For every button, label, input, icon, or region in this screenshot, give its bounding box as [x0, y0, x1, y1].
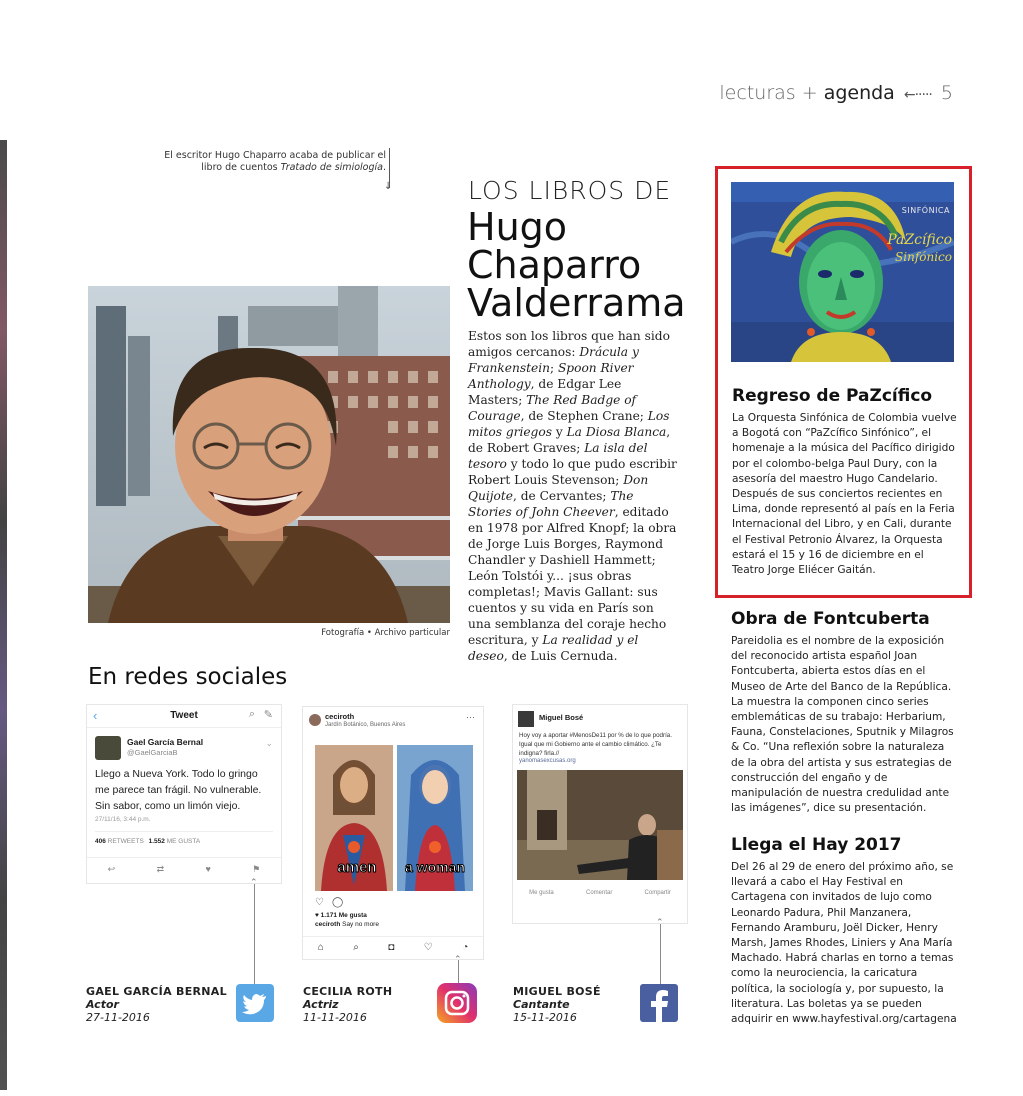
connector-arrow-icon: ⌃ [656, 918, 664, 928]
heart-icon[interactable]: ♡ [315, 897, 324, 908]
facebook-post-link[interactable]: yanomasexcusas.org [519, 758, 576, 764]
fontcuberta-body: Pareidolia es el nombre de la exposición del reconocido artista español Joan Fontcuberta, abierta estos días en el Museo de Arte del Banco de la República. La muestra la componen cinco series emblemáticas de su trabajo: Herbarium, Fauna, Constelaciones, Sputnik y Milagros & Co. “Una reflexión sobre la naturaleza de la obra del artista y sus estrategias de construcción del engaño y de manipulación de nuestra credulidad ante las imágenes”, dice su presentación. [731, 635, 954, 815]
tweet-stats [95, 831, 273, 845]
twitter-post-card [86, 704, 282, 884]
twitter-icon[interactable] [236, 984, 274, 1022]
facebook-icon[interactable] [640, 984, 678, 1022]
back-chevron-icon[interactable]: ‹ [93, 708, 98, 723]
post-date: 15-11-2016 [513, 1011, 577, 1024]
body-text-run: , de Stephen Crane; [520, 409, 648, 423]
page-number: 5 [940, 82, 953, 104]
heart-icon[interactable]: ♥ [205, 864, 211, 874]
person-name: CECILIA ROTH [303, 985, 393, 998]
instagram-post-card [302, 706, 484, 960]
share-button[interactable]: Compartir [644, 890, 671, 896]
folio-section-agenda[interactable]: agenda [823, 82, 895, 104]
pazcifico-poster [731, 182, 954, 362]
instagram-post-image [303, 735, 483, 891]
instagram-comment [303, 919, 483, 928]
facebook-post-card [512, 704, 688, 924]
search-icon[interactable]: ⌕ [353, 942, 359, 953]
article-body [468, 328, 678, 664]
caption-pointer-arrow-icon: ↓ [384, 181, 393, 192]
article-headline [467, 205, 717, 325]
book-title: La isla del tesoro [468, 441, 648, 471]
person-role: Actor [86, 998, 119, 1011]
book-title: La Diosa Blanca [566, 425, 667, 439]
person-role: Actriz [303, 998, 339, 1011]
photo-caption [150, 150, 386, 174]
image-caption-woman: a woman [405, 859, 465, 875]
body-text-run: , editado en 1978 por Alfred Knopf; la obra de Jorge Luis Borges, Raymond Chandler y Dashiell Hammett; León Tolstói y... ¡sus obras completas!; Mavis Gallant: sus cuentos y su vida en París son una semblanza del coraje hecho escritura, y [468, 505, 677, 647]
instagram-likes: ♥ 1.171 Me gusta [315, 912, 367, 919]
facebook-actions [513, 890, 687, 896]
book-title: Los mitos griegos [468, 409, 670, 439]
facebook-post-text: Hoy voy a aportar #MenosDe11 por % de lo que podría. Igual que mi Gobierno ante el cambio climático. ¿Te indigna? firla.// [519, 732, 672, 757]
comment-text: Say no more [342, 921, 379, 928]
more-options-icon[interactable]: ··· [466, 712, 475, 722]
connector-line [660, 924, 661, 984]
home-icon[interactable]: ⌂ [317, 942, 324, 953]
author-photo [88, 286, 450, 623]
tweet-author [87, 728, 281, 766]
connector-arrow-icon: ⌃ [250, 878, 258, 888]
tweet-text: Llego a Nueva York. Todo lo gringo me parece tan frágil. No vulnerable. Sin sabor, como un limón viejo. [95, 768, 262, 812]
scan-edge [0, 140, 7, 1090]
headline-line: Hugo [467, 205, 568, 249]
body-text-run: , de Robert Graves; [468, 425, 671, 455]
body-text-run: , de Luis Cernuda. [503, 649, 618, 663]
book-title: Spoon River Anthology [468, 361, 634, 391]
profile-icon[interactable]: ◔ [462, 942, 469, 953]
retweet-icon[interactable]: ⇄ [156, 864, 165, 874]
chevron-down-icon[interactable]: ⌄ [265, 738, 273, 748]
tweet-time: 27/11/16, 3:44 p.m. [95, 816, 151, 823]
man-sitting-illustration [517, 770, 683, 880]
compose-icon[interactable]: ✎ [263, 709, 273, 721]
book-title: The Stories of John Cheever [468, 489, 634, 519]
instagram-actions [303, 891, 483, 908]
body-text-run: y [551, 425, 567, 439]
body-text-run: ; [549, 361, 558, 375]
connector-line [254, 884, 255, 984]
social-section-heading: En redes sociales [88, 664, 288, 690]
tweet-author-handle[interactable]: @GaelGarciaB [127, 748, 178, 757]
fontcuberta-title: Obra de Fontcuberta [731, 609, 930, 629]
instagram-icon[interactable] [437, 983, 477, 1023]
folio-section-lecturas[interactable]: lecturas [719, 82, 796, 104]
book-title: The Red Badge of Courage [468, 393, 637, 423]
book-title: Don Quijote [468, 473, 649, 503]
tweet-header [87, 705, 281, 728]
page-folio [719, 82, 953, 104]
headline-line: Valderrama [467, 281, 686, 325]
avatar[interactable] [309, 714, 321, 726]
facebook-author-name[interactable]: Miguel Bosé [539, 713, 584, 722]
poster-text-pazcifico: PaZcífico [887, 232, 952, 248]
connector-arrow-icon: ⌃ [454, 955, 462, 965]
tweet-author-name[interactable]: Gael García Bernal [127, 737, 204, 747]
pazcifico-title: Regreso de PaZcífico [732, 386, 933, 406]
post-date: 27-11-2016 [86, 1011, 150, 1024]
caption-cecilia [303, 985, 392, 1024]
photo-credit: Fotografía • Archivo particular [321, 628, 450, 638]
article-kicker: LOS LIBROS DE [468, 176, 672, 205]
folio-plus: + [801, 82, 818, 104]
retweet-count: 406 [95, 838, 106, 845]
search-icon[interactable]: ⌕ [248, 708, 255, 720]
instagram-location[interactable]: Jardín Botánico, Buenos Aires [325, 722, 406, 728]
instagram-post-header [303, 707, 483, 735]
book-title: La realidad y el deseo [468, 633, 639, 663]
image-caption-amen: amen [337, 859, 377, 876]
caption-text: El escritor Hugo Chaparro acaba de publicar el libro de cuentos [164, 150, 386, 173]
person-name: MIGUEL BOSÉ [513, 985, 601, 998]
instagram-tab-bar [303, 936, 483, 953]
comment-icon[interactable]: ◯ [331, 897, 344, 908]
body-text-run: , de Edgar Lee Masters; [468, 377, 622, 407]
flag-icon[interactable]: ⚑ [252, 864, 261, 874]
headline-line: Chaparro [467, 243, 642, 287]
post-date: 11-11-2016 [303, 1011, 367, 1024]
like-count: 1.552 [148, 838, 165, 845]
person-role: Cantante [513, 998, 570, 1011]
poster-text-sinfonica: SINFÓNICA [901, 206, 950, 215]
poster-text-sinfonico: Sinfónico [895, 250, 952, 264]
folio-arrow: ←····· [903, 87, 932, 103]
camera-icon[interactable]: ◘ [388, 942, 395, 953]
like-label: ME GUSTA [166, 838, 201, 845]
hay-title: Llega el Hay 2017 [731, 835, 902, 855]
avatar[interactable] [518, 711, 534, 727]
facebook-post-header [513, 705, 687, 731]
body-text-run: Estos son los libros que han sido amigos cercanos: [468, 329, 670, 359]
pazcifico-body: La Orquesta Sinfónica de Colombia vuelve a Bogotá con “PaZcífico Sinfónico”, el homenaje a la música del Pacífico dirigido por el colombo-belga Paul Dury, con la asesoría del maestro Hugo Candelario. Después de sus conciertos recientes en Lima, donde representó al país en la Feria Internacional del Libro, y en Cali, durante el Festival Petronio Álvarez, la Orquesta estará el 15 y 16 de diciembre en el Teatro Jorge Eliécer Gaitán. [732, 412, 957, 577]
body-text-run: y todo lo que pudo escribir Robert Louis Stevenson; [468, 457, 677, 487]
heart-icon[interactable]: ♡ [423, 942, 433, 953]
tweet-header-title: Tweet [170, 710, 198, 721]
facebook-post-image [517, 770, 683, 880]
comment-button[interactable]: Comentar [585, 890, 613, 896]
tweet-actions [87, 857, 281, 875]
reply-icon[interactable]: ↩ [107, 864, 116, 874]
hay-body: Del 26 al 29 de enero del próximo año, se llevará a cabo el Hay Festival en Cartagena con invitados de lujo como Leonardo Padura, Phil Manzanera, Fernando Aramburu, Joël Dicker, Henry Marsh, James Rhodes, Liniers y Ana María Machado. Habrá charlas en torno a temas como la neurociencia, la caricatura política, la sociología y, por supuesto, la literatura. Las boletas ya se pueden adquirir en www.hayfestival.org/cartagena [731, 861, 957, 1026]
body-text-run: , de Cervantes; [512, 489, 611, 503]
retweet-label: RETWEETS [107, 838, 144, 845]
book-title: Drácula y Frankenstein [468, 345, 639, 375]
caption-end: . [382, 162, 386, 173]
caption-miguel [513, 985, 601, 1024]
caption-gael [86, 985, 227, 1024]
avatar[interactable] [95, 736, 121, 760]
caption-book-title: Tratado de simiología [280, 162, 383, 173]
comment-user[interactable]: ceciroth [315, 921, 341, 928]
author-photo-illustration [88, 286, 450, 623]
like-button[interactable]: Me gusta [529, 890, 554, 896]
instagram-username[interactable]: ceciroth [325, 712, 355, 721]
person-name: GAEL GARCÍA BERNAL [86, 985, 227, 998]
